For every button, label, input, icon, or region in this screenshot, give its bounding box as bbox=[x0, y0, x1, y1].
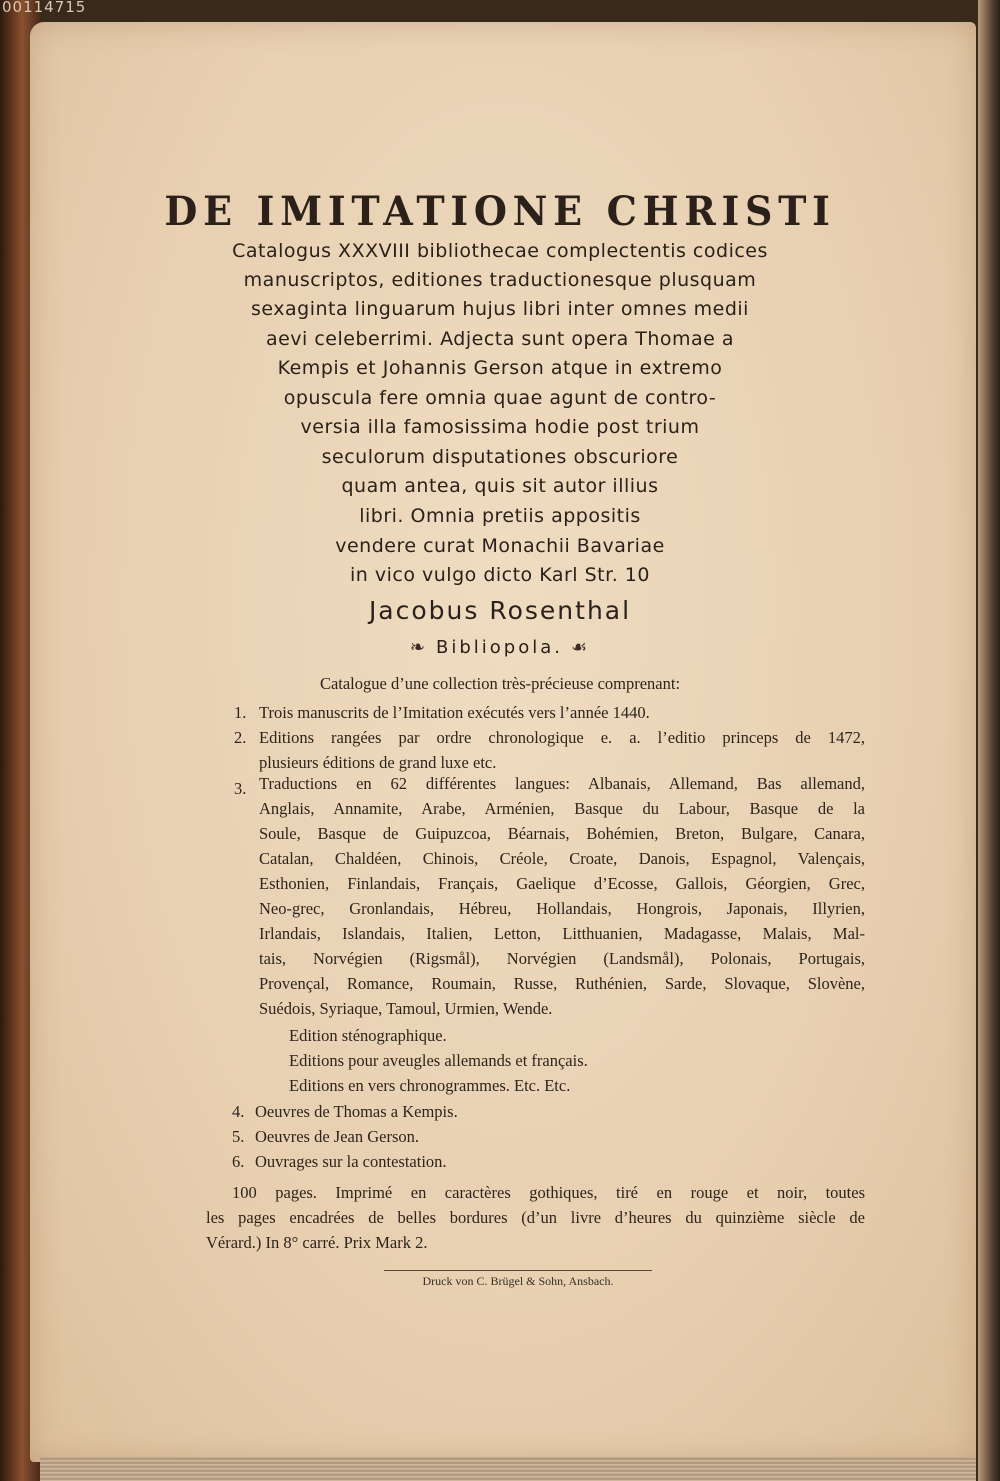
list-item-continuation: Neo-grec, Gronlandais, Hébreu, Hollandais, Hongrois, Japonais, Illyrien, bbox=[259, 899, 865, 918]
latin-line: aevi celeberrimi. Adjecta sunt opera Thomae a bbox=[265, 328, 735, 350]
latin-line: opuscula fere omnia quae agunt de contro- bbox=[283, 387, 717, 409]
corner-code: 00114715 bbox=[2, 0, 87, 16]
sub-item: Edition sténographique. bbox=[289, 1026, 447, 1045]
list-item-continuation: Soule, Basque de Guipuzcoa, Béarnais, Bohémien, Breton, Bulgare, Canara, bbox=[259, 824, 865, 843]
page-title: DE IMITATIONE CHRISTI bbox=[164, 188, 836, 235]
list-item: Oeuvres de Jean Gerson. bbox=[255, 1127, 420, 1146]
left-ornament-icon: ❧ bbox=[409, 637, 428, 658]
right-ornament-icon: ☙ bbox=[570, 637, 591, 658]
latin-line: manuscriptos, editiones traductionesque plusquam bbox=[243, 269, 757, 291]
latin-line: in vico vulgo dicto Karl Str. 10 bbox=[350, 564, 650, 586]
latin-line: vendere curat Monachii Bavariae bbox=[335, 535, 665, 557]
item-number: 1. bbox=[234, 703, 247, 722]
latin-line: seculorum disputationes obscuriore bbox=[321, 446, 679, 468]
latin-line: Catalogus XXXVIII bibliothecae complectentis codices bbox=[232, 240, 768, 262]
latin-line: versia illa famosissima hodie post trium bbox=[300, 416, 700, 438]
trade-label: Bibliopola. bbox=[435, 637, 563, 658]
list-item-continuation: Esthonien, Finlandais, Français, Gaelique d’Ecosse, Gallois, Géorgien, Grec, bbox=[259, 874, 865, 893]
closing-paragraph-line: 100 pages. Imprimé en caractères gothiques, tiré en rouge et noir, toutes bbox=[232, 1183, 865, 1202]
latin-line: sexaginta linguarum hujus libri inter omnes medii bbox=[251, 298, 749, 320]
list-item: Trois manuscrits de l’Imitation exécutés vers l’année 1440. bbox=[259, 703, 650, 722]
sub-item: Editions pour aveugles allemands et français. bbox=[289, 1051, 588, 1070]
latin-line: libri. Omnia pretiis appositis bbox=[359, 505, 641, 527]
catalogue-intro: Catalogue d’une collection très-précieuse comprenant: bbox=[319, 674, 681, 693]
list-item: Traductions en 62 différentes langues: Albanais, Allemand, Bas allemand, bbox=[259, 774, 865, 793]
list-item: Editions rangées par ordre chronologique e. a. l’editio princeps de 1472, bbox=[259, 728, 865, 747]
closing-paragraph-line: les pages encadrées de belles bordures (d’un livre d’heures du quinzième siècle de bbox=[206, 1208, 865, 1227]
item-number: 3. bbox=[234, 779, 247, 798]
sub-item: Editions en vers chronogrammes. Etc. Etc. bbox=[289, 1076, 571, 1095]
printer-imprint: Druck von C. Brügel & Sohn, Ansbach. bbox=[384, 1270, 652, 1289]
item-number: 5. bbox=[232, 1127, 245, 1146]
list-item-continuation: Catalan, Chaldéen, Chinois, Créole, Croate, Danois, Espagnol, Valençais, bbox=[259, 849, 865, 868]
list-item-continuation: Irlandais, Islandais, Italien, Letton, Litthuanien, Madagasse, Malais, Mal- bbox=[259, 924, 865, 943]
list-item: Oeuvres de Thomas a Kempis. bbox=[255, 1102, 458, 1121]
list-item-continuation: Provençal, Romance, Roumain, Russe, Ruthénien, Sarde, Slovaque, Slovène, bbox=[259, 974, 865, 993]
item-number: 6. bbox=[232, 1152, 245, 1171]
closing-paragraph-line: Vérard.) In 8° carré. Prix Mark 2. bbox=[206, 1233, 428, 1252]
list-item-continuation: tais, Norvégien (Rigsmål), Norvégien (Landsmål), Polonais, Portugais, bbox=[259, 949, 865, 968]
latin-line: Kempis et Johannis Gerson atque in extremo bbox=[277, 357, 723, 379]
publisher-name: Jacobus Rosenthal bbox=[368, 596, 632, 625]
list-item-continuation: plusieurs éditions de grand luxe etc. bbox=[259, 753, 497, 772]
list-item-continuation: Suédois, Syriaque, Tamoul, Urmien, Wende. bbox=[259, 999, 553, 1018]
list-item: Ouvrages sur la contestation. bbox=[255, 1152, 447, 1171]
publisher-trade bbox=[0, 637, 1000, 658]
item-number: 2. bbox=[234, 728, 247, 747]
list-item-continuation: Anglais, Annamite, Arabe, Arménien, Basque du Labour, Basque de la bbox=[259, 799, 865, 818]
latin-line: quam antea, quis sit autor illius bbox=[341, 475, 659, 497]
item-number: 4. bbox=[232, 1102, 245, 1121]
